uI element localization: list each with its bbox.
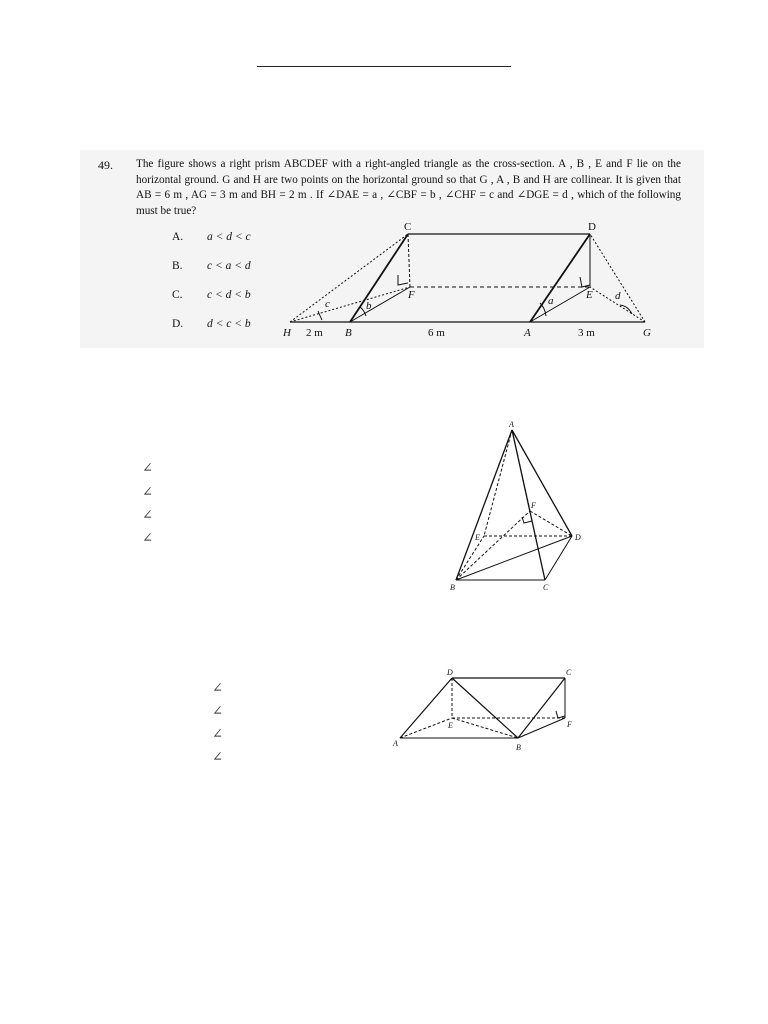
pyr-label-b: B: [450, 583, 455, 592]
label-d: D: [588, 221, 596, 233]
length-ag: 3 m: [578, 327, 595, 339]
angle-mark-8: ∠: [212, 749, 223, 764]
angle-label-a: a: [548, 295, 554, 307]
label-a: A: [524, 327, 531, 339]
angle-label-b: b: [366, 300, 372, 312]
label-h: H: [283, 327, 291, 339]
label-g: G: [643, 327, 651, 339]
option-b-text: c < a < d: [207, 260, 251, 272]
prism2-label-d: D: [447, 668, 453, 677]
prism2-label-a: A: [393, 739, 398, 748]
option-a-letter: A.: [172, 231, 184, 243]
option-d-letter: D.: [172, 318, 184, 330]
angle-mark-7: ∠: [212, 726, 223, 741]
angle-mark-1: ∠: [142, 460, 153, 475]
option-c-letter: C.: [172, 289, 183, 301]
pyr-label-e: E: [475, 533, 480, 542]
angle-mark-5: ∠: [212, 680, 223, 695]
prism2-label-c: C: [566, 668, 572, 677]
length-ba: 6 m: [428, 327, 445, 339]
question-text: The figure shows a right prism ABCDEF with a right-angled triangle as the cross-section. A , B , E and F lie on the horizontal ground. G and H are two points on the horizontal ground so that G , A , B and H are collinear. It is given that AB = 6 m , AG = 3 m and BH = 2 m . If ∠DAE = a , ∠CBF = b , ∠CHF = c and ∠DGE = d , which of the following must be true?: [136, 158, 681, 217]
label-e: E: [586, 289, 593, 301]
prism2-label-f: F: [567, 720, 572, 729]
length-hb: 2 m: [306, 327, 323, 339]
option-a-text: a < d < c: [207, 231, 251, 243]
angle-label-c: c: [325, 298, 330, 310]
angle-mark-6: ∠: [212, 703, 223, 718]
label-c: C: [404, 221, 412, 233]
angle-label-d: d: [615, 290, 621, 302]
option-b-letter: B.: [172, 260, 183, 272]
angle-mark-4: ∠: [142, 530, 153, 545]
option-c-text: c < d < b: [207, 289, 251, 301]
label-b: B: [345, 327, 352, 339]
pyr-label-c: C: [543, 583, 549, 592]
angle-mark-3: ∠: [142, 507, 153, 522]
pyr-label-d: D: [575, 533, 581, 542]
question-number: 49.: [98, 158, 113, 172]
pyr-label-f: F: [531, 501, 536, 510]
option-d-text: d < c < b: [207, 318, 251, 330]
prism2-label-b: B: [516, 743, 521, 752]
prism2-label-e: E: [448, 721, 453, 730]
pyr-label-a: A: [509, 420, 514, 429]
angle-mark-2: ∠: [142, 484, 153, 499]
label-f: F: [408, 289, 415, 301]
